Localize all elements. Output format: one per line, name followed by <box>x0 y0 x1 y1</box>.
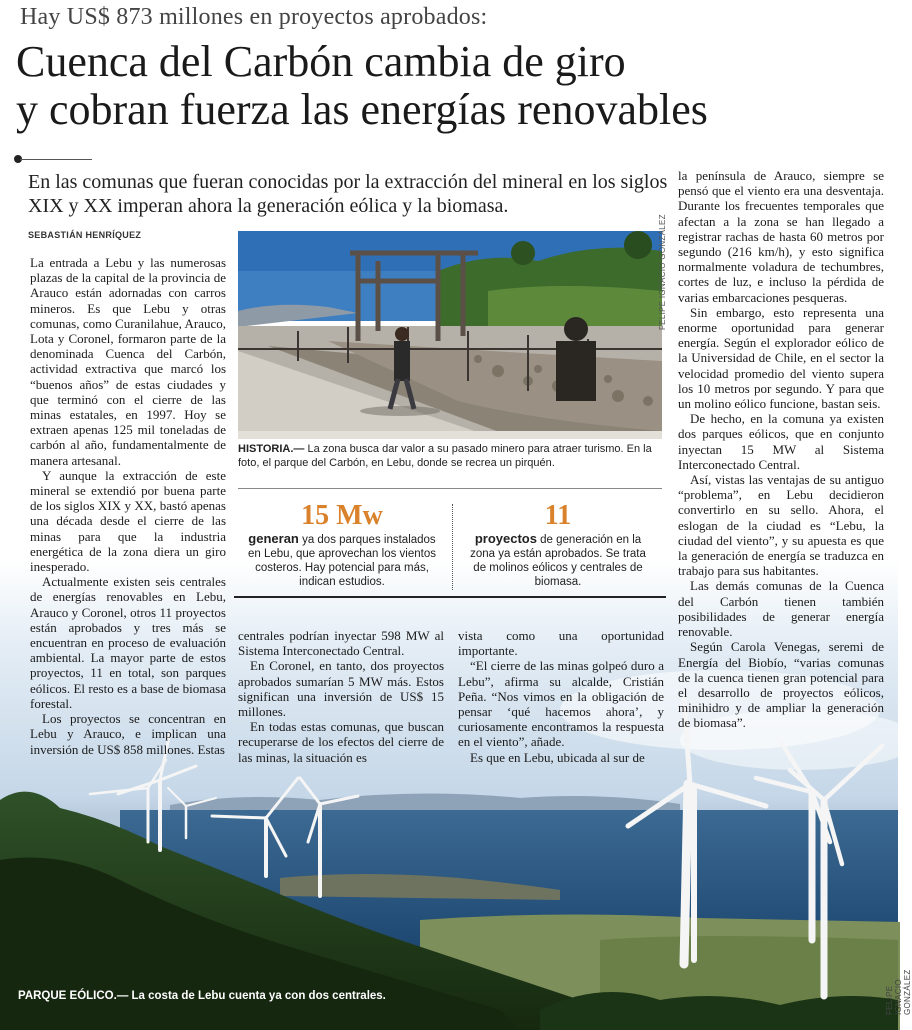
stat-rest: ya dos parques instalados en Lebu, que aprovechan los vientos costeros. Hay potencial para más, indican estudios. <box>248 534 436 588</box>
caption-label: PARQUE EÓLICO.— <box>18 990 129 1002</box>
stat-divider <box>452 504 453 590</box>
stat-rest: de generación en la zona ya están aprobados. Se trata de molinos eólicos y centrales de biomasa. <box>470 534 646 588</box>
kicker: Hay US$ 873 millones en proyectos aprobados: <box>20 4 488 30</box>
stat-bold: proyectos <box>474 531 537 546</box>
paragraph: Las demás comunas de la Cuenca del Carbón tienen también posibilidades de generar energía renovable. <box>678 578 884 640</box>
stat-box-1 <box>244 500 440 589</box>
paragraph: De hecho, en la comuna ya existen dos parques eólicos, que en conjunto inyectan 15 MW al Sistema Interconectado Central. <box>678 411 884 472</box>
wind-farm-caption <box>18 990 386 1002</box>
body-column-2 <box>238 628 444 765</box>
stat-bottom-rule <box>234 596 666 598</box>
paragraph: Los proyectos se concentran en Lebu y Arauco, e implican una inversión de US$ 858 millones. Estas <box>30 711 226 757</box>
paragraph: vista como una oportunidad importante. <box>458 628 664 659</box>
paragraph: “El cierre de las minas golpeó duro a Lebu”, afirma su alcalde, Cristián Peña. “Nos vimos en la obligación de pensar ‘qué hacemos ahora’, y curiosamente encontramos la respuesta en el viento”, añade. <box>458 658 664 750</box>
paragraph: Sin embargo, esto representa una enorme oportunidad para generar energía. Según el explorador eólico de la Universidad de Chile, en el sector la velocidad promedio del viento supera los 10 metros por segundo. Y para que un molino eólico funcione, bastan seis. <box>678 304 884 412</box>
paragraph: Y aunque la extracción de este mineral se extendió por buena parte de los siglos XIX y XX, bastó apenas una década desde el cierre de las minas para que la industria energética de la zona diera un giro inesperado. <box>30 467 226 575</box>
deck: En las comunas que fueran conocidas por la extracción del mineral en los siglos XIX y XX imperan ahora la generación eólica y la biomasa. <box>28 171 668 217</box>
paragraph: centrales podrían inyectar 598 MW al Sistema Interconectado Central. <box>238 628 444 659</box>
body-column-1 <box>30 255 226 757</box>
paragraph: Es que en Lebu, ubicada al sur de <box>470 749 645 765</box>
stat-text <box>244 532 440 589</box>
caption-label: HISTORIA.— <box>238 443 305 455</box>
stat-number: 15 Mw <box>301 500 383 531</box>
photo-credit-2: FELIPE IGNACIO GONZÁLEZ <box>885 969 912 1015</box>
headline-rule <box>20 159 92 160</box>
stat-bold: generan <box>248 531 299 546</box>
headline <box>16 38 886 134</box>
caption-text: La zona busca dar valor a su pasado minero para atraer turismo. En la foto, el parque del Carbón, en Lebu, donde se recrea un pirquén. <box>238 443 652 469</box>
headline-line-1: Cuenca del Carbón cambia de giro <box>16 37 626 86</box>
coal-park-photo <box>238 231 662 439</box>
stat-text <box>466 532 650 589</box>
stat-box-2 <box>466 500 650 589</box>
caption-text: La costa de Lebu cuenta ya con dos centrales. <box>128 990 386 1002</box>
paragraph: La entrada a Lebu y las numerosas plazas de la capital de la provincia de Arauco están adornadas con carros mineros. Es que Lebu y otras comunas, como Curanilahue, Arauco, Lota y Coronel, formaron parte de la denominada Cuenca del Carbón, actividad extractiva que marcó los “buenos años” de estas ciudades y que terminó con el cierre de las minas estatales, en 1997. Hoy se extraen apenas 125 mil toneladas de carbón al año, fundamentalmente de manera artesanal. <box>30 255 226 468</box>
paragraph: Actualmente existen seis centrales de energías renovables en Lebu, Arauco y Coronel, otros 11 proyectos están aprobados y tres más se encuentran en proceso de evaluación ambiental. La mayor parte de estos proyectos, 11 en total, son parques eólicos. El resto es a base de biomasa forestal. <box>30 574 226 711</box>
paragraph: En todas estas comunas, que buscan recuperarse de los efectos del cierre de las minas, la situación es <box>238 719 444 765</box>
paragraph: Así, vistas las ventajas de su antiguo “problema”, en Lebu decidieron convertirlo en su sello. Ahora, el eslogan de la ciudad es “Lebu, la ciudad del viento”, y su apuesta es que la generación de energía se traduzca en trabajo para sus habitantes. <box>678 472 884 579</box>
photo-credit: FELIPE IGNACIO GONZÁLEZ <box>658 214 667 330</box>
caption-divider <box>238 488 662 489</box>
photo-caption <box>238 442 662 470</box>
byline: SEBASTIÁN HENRÍQUEZ <box>28 230 142 240</box>
body-column-3 <box>458 628 664 765</box>
paragraph: la península de Arauco, siempre se pensó que el viento era una desventaja. Durante los frecuentes temporales que afectan a la zona se han llegado a registrar rachas de hasta 60 metros por segundo (216 km/h), y esto significa normalmente voladura de techumbres, cortes de luz, e incluso la pérdida de varias embarcaciones pesqueras. <box>678 168 884 305</box>
stat-number: 11 <box>544 500 572 531</box>
headline-line-2: y cobran fuerza las energías renovables <box>16 85 708 134</box>
paragraph: En Coronel, en tanto, dos proyectos aprobados sumarían 5 MW más. Estos significan una inversión de US$ 15 millones. <box>238 658 444 720</box>
paragraph: Según Carola Venegas, seremi de Energía del Biobío, “varias comunas de la cuenca tienen gran potencial para el desarrollo de proyectos eólicos, minihidro y de ampliar la generación de biomasa”. <box>678 639 884 731</box>
body-column-4 <box>678 168 884 731</box>
